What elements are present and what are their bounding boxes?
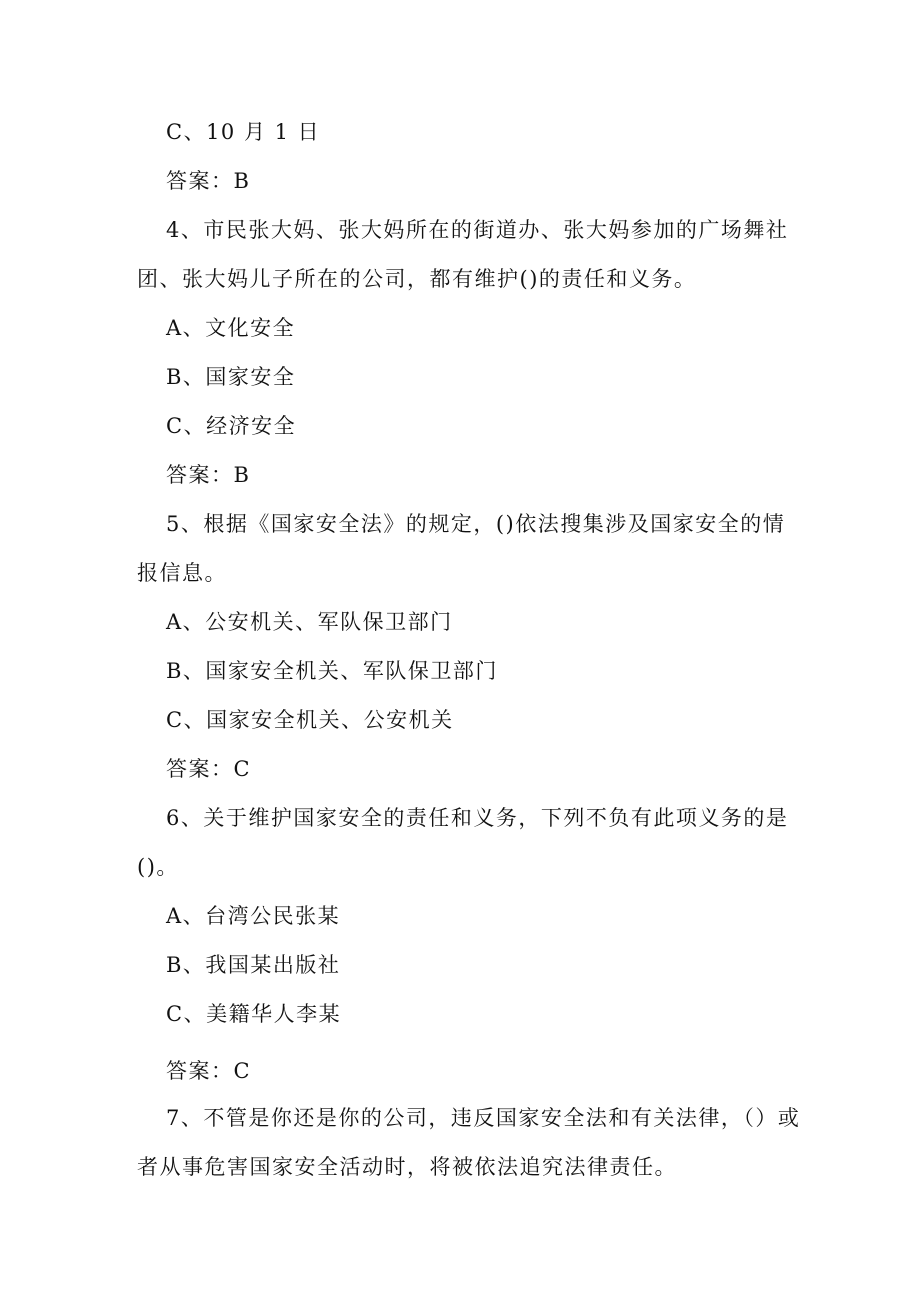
option-b-q6: B、我国某出版社 bbox=[166, 953, 341, 977]
option-a-q6: A、台湾公民张某 bbox=[166, 904, 341, 928]
option-c-q6: C、美籍华人李某 bbox=[166, 1002, 342, 1026]
option-b-q4: B、国家安全 bbox=[166, 365, 296, 389]
question-5-line-1: 5、根据《国家安全法》的规定，()依法搜集涉及国家安全的情 bbox=[166, 512, 786, 536]
question-4-line-1: 4、市民张大妈、张大妈所在的街道办、张大妈参加的广场舞社 bbox=[166, 218, 789, 242]
question-7-line-1: 7、不管是你还是你的公司，违反国家安全法和有关法律，（）或 bbox=[166, 1106, 801, 1130]
answer-q3: 答案：B bbox=[166, 169, 251, 193]
answer-q6: 答案：C bbox=[166, 1059, 252, 1083]
answer-q5: 答案：C bbox=[166, 757, 252, 781]
question-4-line-2: 团、张大妈儿子所在的公司，都有维护()的责任和义务。 bbox=[137, 267, 697, 291]
question-5-line-2: 报信息。 bbox=[137, 561, 227, 585]
question-6-line-1: 6、关于维护国家安全的责任和义务，下列不负有此项义务的是 bbox=[166, 806, 789, 830]
option-c-q5: C、国家安全机关、公安机关 bbox=[166, 708, 454, 732]
option-a-q5: A、公安机关、军队保卫部门 bbox=[166, 610, 453, 634]
answer-q4: 答案：B bbox=[166, 463, 251, 487]
question-7-line-2: 者从事危害国家安全活动时，将被依法追究法律责任。 bbox=[137, 1155, 677, 1179]
option-a-q4: A、文化安全 bbox=[166, 316, 296, 340]
option-b-q5: B、国家安全机关、军队保卫部门 bbox=[166, 659, 498, 683]
question-6-line-2: ()。 bbox=[137, 855, 179, 879]
option-c-q3: C、10 月 1 日 bbox=[166, 120, 321, 144]
option-c-q4: C、经济安全 bbox=[166, 414, 297, 438]
